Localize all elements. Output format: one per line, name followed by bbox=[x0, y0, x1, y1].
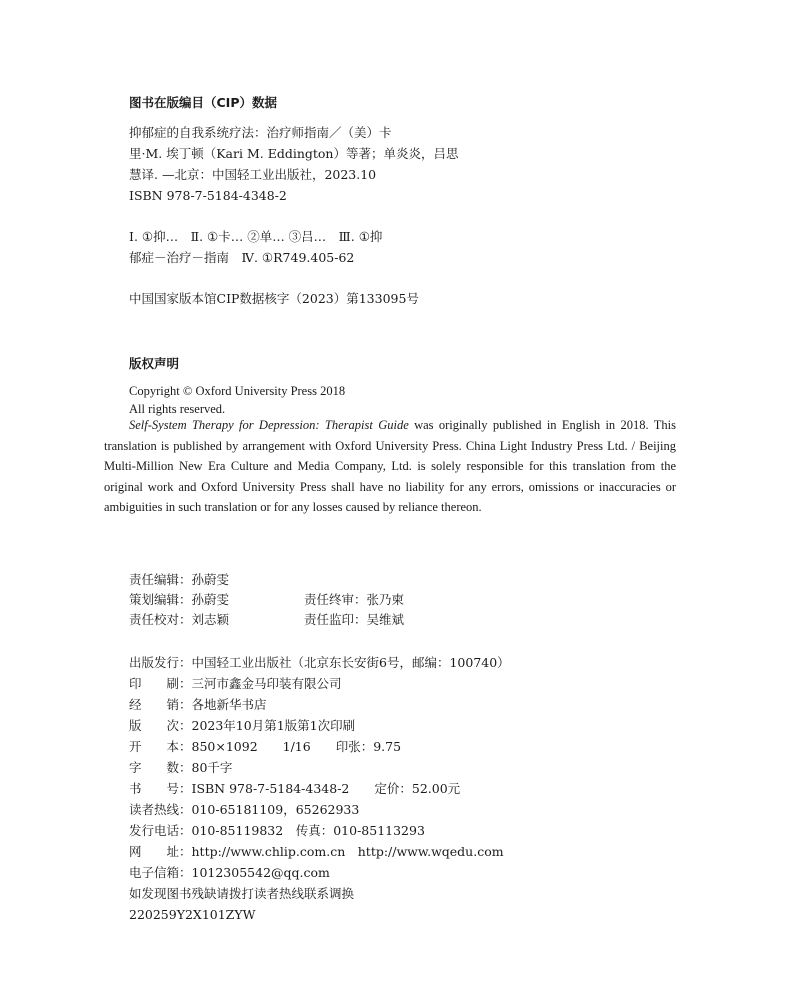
copyright-heading: 版权声明 bbox=[129, 356, 180, 371]
pub-row-publisher: 出版发行：中国轻工业出版社（北京东长安街6号，邮编：100740） bbox=[129, 655, 510, 670]
editor-row-2b: 责任终审：张乃柬 bbox=[304, 592, 405, 607]
pub-row-notice: 如发现图书残缺请拨打读者热线联系调换 bbox=[129, 886, 355, 901]
cip-line-4: ISBN 978-7-5184-4348-2 bbox=[129, 188, 287, 203]
copyright-line: Copyright © Oxford University Press 2018 bbox=[129, 384, 346, 398]
pub-row-reader-hotline: 读者热线：010-65181109，65262933 bbox=[129, 802, 360, 817]
cip-line-2: 里·M. 埃丁顿（Kari M. Eddington）等著；单炎炎，吕思 bbox=[129, 146, 459, 161]
cip-line-3: 慧译. —北京：中国轻工业出版社，2023.10 bbox=[129, 167, 377, 182]
editor-row-2a: 策划编辑：孙蔚雯 bbox=[129, 592, 230, 607]
pub-row-format: 开 本：850×1092 1/16 印张：9.75 bbox=[129, 739, 402, 754]
pub-row-code: 220259Y2X101ZYW bbox=[129, 907, 256, 922]
cip-line-1: 抑郁症的自我系统疗法：治疗师指南／（美）卡 bbox=[129, 125, 392, 140]
pub-row-wordcount: 字 数：80千字 bbox=[129, 760, 233, 775]
cip-record-number: 中国国家版本馆CIP数据核字（2023）第133095号 bbox=[129, 291, 419, 306]
pub-row-phone-fax: 发行电话：010-85119832 传真：010-85113293 bbox=[129, 823, 425, 838]
editor-row-1: 责任编辑：孙蔚雯 bbox=[129, 572, 230, 587]
pub-row-edition: 版 次：2023年10月第1版第1次印刷 bbox=[129, 718, 356, 733]
editor-row-3a: 责任校对：刘志颖 bbox=[129, 612, 230, 627]
copyright-body: was originally published in English in 2018. This translation is published by arrangement with Oxford University Press. China Light Industry Press Ltd. / Beijing Multi-Million New Era Culture and Media Company, Ltd. is solely responsible for this translation from the original work and Oxford University Press shall have no liability for any errors, omissions or inaccuracies or ambiguities in such translation or for any losses caused by reliance thereon. bbox=[104, 418, 676, 514]
book-title: Self-System Therapy for Depression: Therapist Guide bbox=[129, 418, 409, 432]
rights-line: All rights reserved. bbox=[129, 402, 226, 416]
pub-row-printer: 印 刷：三河市鑫金马印装有限公司 bbox=[129, 676, 342, 691]
pub-row-isbn-price: 书 号：ISBN 978-7-5184-4348-2 定价：52.00元 bbox=[129, 781, 461, 796]
copyright-statement bbox=[104, 415, 676, 518]
pub-row-email: 电子信箱：1012305542@qq.com bbox=[129, 865, 330, 880]
pub-row-website: 网 址：http://www.chlip.com.cn http://www.wqedu.com bbox=[129, 844, 504, 859]
cip-class-2: 郁症－治疗－指南 Ⅳ. ①R749.405-62 bbox=[129, 250, 355, 265]
cip-heading: 图书在版编目（CIP）数据 bbox=[129, 95, 277, 110]
cip-class-1: Ⅰ. ①抑… Ⅱ. ①卡… ②单… ③吕… Ⅲ. ①抑 bbox=[129, 229, 383, 244]
pub-row-distributor: 经 销：各地新华书店 bbox=[129, 697, 267, 712]
editor-row-3b: 责任监印：吴维斌 bbox=[304, 612, 405, 627]
